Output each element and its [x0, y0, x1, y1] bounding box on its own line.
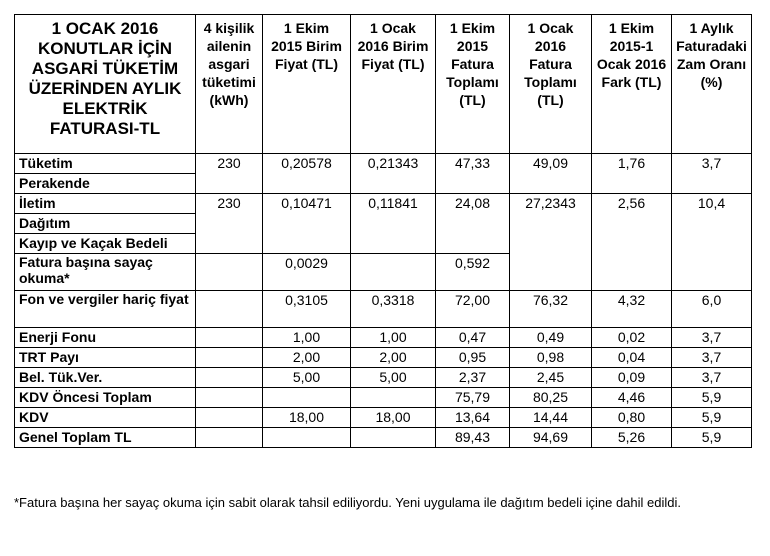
- cell-value: 0,592: [436, 254, 510, 291]
- cell-value: 3,7: [672, 348, 752, 368]
- table-row: [15, 328, 752, 348]
- cell-value: 2,56: [592, 194, 672, 291]
- header-bill-total-2016: 1 Ocak 2016 Fatura Toplamı (TL): [510, 15, 592, 154]
- cell-value: 0,98: [510, 348, 592, 368]
- cell-value: 0,3105: [263, 291, 351, 328]
- cell-empty: [196, 328, 263, 348]
- cell-value: 80,25: [510, 388, 592, 408]
- cell-value: 1,00: [263, 328, 351, 348]
- cell-value: 5,00: [263, 368, 351, 388]
- table-row: [15, 154, 752, 174]
- cell-empty: [196, 348, 263, 368]
- row-label-kdv-oncesi: KDV Öncesi Toplam: [15, 388, 196, 408]
- cell-value: 14,44: [510, 408, 592, 428]
- cell-empty: [196, 388, 263, 408]
- header-title: 1 OCAK 2016 KONUTLAR İÇİN ASGARİ TÜKETİM ÜZERİNDEN AYLIK ELEKTRİK FATURASI-TL: [15, 15, 196, 154]
- cell-value: 6,0: [672, 291, 752, 328]
- cell-value: 0,20578: [263, 154, 351, 194]
- cell-empty: [263, 428, 351, 448]
- header-row: [15, 15, 752, 154]
- cell-value: 0,21343: [351, 154, 436, 194]
- cell-value: 5,26: [592, 428, 672, 448]
- cell-value: 3,7: [672, 328, 752, 348]
- cell-value: 18,00: [351, 408, 436, 428]
- cell-value: 230: [196, 194, 263, 254]
- cell-value: 5,00: [351, 368, 436, 388]
- cell-value: 0,3318: [351, 291, 436, 328]
- row-label-genel: Genel Toplam TL: [15, 428, 196, 448]
- cell-empty: [196, 254, 263, 291]
- footnote: *Fatura başına her sayaç okuma için sabit olarak tahsil ediliyordu. Yeni uygulama ile dağıtım bedeli içine dahil edildi.: [14, 495, 681, 510]
- row-label-perakende: Perakende: [15, 174, 196, 194]
- cell-value: 2,45: [510, 368, 592, 388]
- cell-value: 0,02: [592, 328, 672, 348]
- cell-empty: [196, 428, 263, 448]
- table-row: [15, 388, 752, 408]
- row-label-fon: Fon ve vergiler hariç fiyat: [15, 291, 196, 328]
- cell-value: 1,76: [592, 154, 672, 194]
- table-row: [15, 368, 752, 388]
- cell-empty: [351, 388, 436, 408]
- cell-value: 13,64: [436, 408, 510, 428]
- table-row: [15, 428, 752, 448]
- table-row: [15, 194, 752, 214]
- row-label-bel: Bel. Tük.Ver.: [15, 368, 196, 388]
- cell-value: 89,43: [436, 428, 510, 448]
- cell-value: 0,49: [510, 328, 592, 348]
- cell-value: 75,79: [436, 388, 510, 408]
- cell-value: 49,09: [510, 154, 592, 194]
- electricity-tariff-table: [14, 14, 752, 448]
- row-label-kdv: KDV: [15, 408, 196, 428]
- row-label-dagitim: Dağıtım: [15, 214, 196, 234]
- header-consumption: 4 kişilik ailenin asgari tüketimi (kWh): [196, 15, 263, 154]
- header-increase-rate: 1 Aylık Faturadaki Zam Oranı (%): [672, 15, 752, 154]
- row-label-iletim: İletim: [15, 194, 196, 214]
- cell-value: 0,0029: [263, 254, 351, 291]
- cell-empty: [196, 291, 263, 328]
- cell-value: 2,00: [263, 348, 351, 368]
- header-unit-price-2015: 1 Ekim 2015 Birim Fiyat (TL): [263, 15, 351, 154]
- header-unit-price-2016: 1 Ocak 2016 Birim Fiyat (TL): [351, 15, 436, 154]
- cell-value: 76,32: [510, 291, 592, 328]
- cell-value: 230: [196, 154, 263, 194]
- cell-empty: [196, 408, 263, 428]
- cell-value: 94,69: [510, 428, 592, 448]
- cell-empty: [351, 254, 436, 291]
- cell-value: 5,9: [672, 408, 752, 428]
- row-label-sayac: Fatura başına sayaç okuma*: [15, 254, 196, 291]
- cell-value: 4,32: [592, 291, 672, 328]
- row-label-tuketim: Tüketim: [15, 154, 196, 174]
- cell-value: 4,46: [592, 388, 672, 408]
- cell-value: 0,11841: [351, 194, 436, 254]
- cell-value: 24,08: [436, 194, 510, 254]
- cell-value: 0,09: [592, 368, 672, 388]
- cell-value: 72,00: [436, 291, 510, 328]
- cell-value: 10,4: [672, 194, 752, 291]
- cell-value: 2,37: [436, 368, 510, 388]
- row-label-enerji: Enerji Fonu: [15, 328, 196, 348]
- row-label-kayip: Kayıp ve Kaçak Bedeli: [15, 234, 196, 254]
- cell-value: 47,33: [436, 154, 510, 194]
- cell-value: 27,2343: [510, 194, 592, 291]
- cell-value: 0,04: [592, 348, 672, 368]
- cell-value: 0,80: [592, 408, 672, 428]
- header-difference: 1 Ekim 2015-1 Ocak 2016 Fark (TL): [592, 15, 672, 154]
- table-row: [15, 408, 752, 428]
- cell-value: 0,95: [436, 348, 510, 368]
- cell-value: 1,00: [351, 328, 436, 348]
- cell-value: 5,9: [672, 388, 752, 408]
- table-row: [15, 348, 752, 368]
- cell-value: 0,47: [436, 328, 510, 348]
- cell-value: 3,7: [672, 368, 752, 388]
- cell-empty: [351, 428, 436, 448]
- header-bill-total-2015: 1 Ekim 2015 Fatura Toplamı (TL): [436, 15, 510, 154]
- table-row: [15, 291, 752, 328]
- cell-value: 2,00: [351, 348, 436, 368]
- cell-value: 18,00: [263, 408, 351, 428]
- row-label-trt: TRT Payı: [15, 348, 196, 368]
- cell-value: 0,10471: [263, 194, 351, 254]
- cell-value: 5,9: [672, 428, 752, 448]
- cell-value: 3,7: [672, 154, 752, 194]
- cell-empty: [196, 368, 263, 388]
- cell-empty: [263, 388, 351, 408]
